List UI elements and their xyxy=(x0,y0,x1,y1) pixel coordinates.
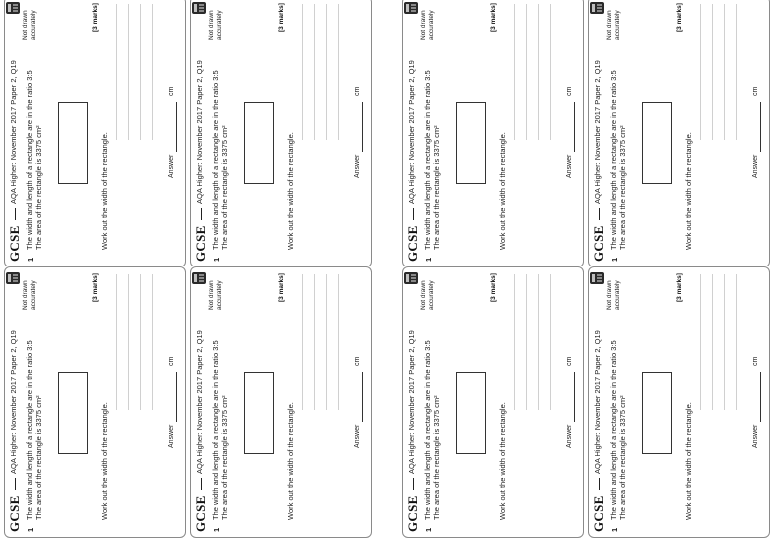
answer-line[interactable] xyxy=(362,102,363,152)
working-line xyxy=(550,4,551,140)
not-drawn-note: Not drawn accurately xyxy=(606,10,621,40)
marks-label: [3 marks] xyxy=(92,3,99,32)
gcse-logo: GCSE xyxy=(7,495,22,532)
working-line xyxy=(724,274,725,410)
question-text-area: The area of the rectangle is 3375 cm² xyxy=(432,125,441,250)
working-line xyxy=(700,274,701,410)
work-out-instruction: Work out the width of the rectangle. xyxy=(684,402,693,520)
not-drawn-note: Not drawn accurately xyxy=(22,10,37,40)
working-line xyxy=(302,4,303,140)
question-card-1 xyxy=(4,0,186,268)
working-line xyxy=(700,4,701,140)
question-text-ratio: The width and length of a rectangle are in the ratio 3:5 xyxy=(25,70,34,250)
question-text-ratio: The width and length of a rectangle are in the ratio 3:5 xyxy=(609,340,618,520)
marks-label: [3 marks] xyxy=(490,3,497,32)
answer-line[interactable] xyxy=(574,372,575,422)
working-line xyxy=(116,274,117,410)
marks-label: [3 marks] xyxy=(278,273,285,302)
working-line xyxy=(338,274,339,410)
answer-label: Answer xyxy=(566,154,573,178)
answer-unit: cm xyxy=(752,356,759,366)
calculator-icon xyxy=(192,2,206,14)
working-line xyxy=(338,4,339,140)
working-line xyxy=(736,4,737,140)
question-card-6 xyxy=(588,0,770,268)
question-text-ratio: The width and length of a rectangle are in the ratio 3:5 xyxy=(211,70,220,250)
answer-line[interactable] xyxy=(176,372,177,422)
calculator-icon xyxy=(192,272,206,284)
question-card-5 xyxy=(402,0,584,268)
marks-label: [3 marks] xyxy=(676,273,683,302)
question-card-3 xyxy=(4,266,186,538)
answer-label: Answer xyxy=(168,154,175,178)
answer-line[interactable] xyxy=(176,102,177,152)
question-source: AQA Higher: November 2017 Paper 2, Q19 xyxy=(407,60,416,204)
rectangle-diagram xyxy=(456,102,486,184)
marks-label: [3 marks] xyxy=(490,273,497,302)
work-out-instruction: Work out the width of the rectangle. xyxy=(498,132,507,250)
answer-label: Answer xyxy=(752,424,759,448)
answer-label: Answer xyxy=(752,154,759,178)
answer-line[interactable] xyxy=(574,102,575,152)
working-line xyxy=(538,274,539,410)
marks-label: [3 marks] xyxy=(92,273,99,302)
question-card-2 xyxy=(190,0,372,268)
working-line xyxy=(128,4,129,140)
working-line xyxy=(314,274,315,410)
question-number: 1 xyxy=(26,527,35,532)
gcse-logo: GCSE xyxy=(193,495,208,532)
working-line xyxy=(302,274,303,410)
gcse-logo: GCSE xyxy=(591,225,606,262)
calculator-icon xyxy=(404,2,418,14)
answer-label: Answer xyxy=(354,154,361,178)
question-text-area: The area of the rectangle is 3375 cm² xyxy=(34,125,43,250)
question-number: 1 xyxy=(424,257,433,262)
not-drawn-note: Not drawn accurately xyxy=(208,280,223,310)
working-line xyxy=(724,4,725,140)
question-text-area: The area of the rectangle is 3375 cm² xyxy=(618,125,627,250)
working-line xyxy=(116,4,117,140)
title-rule xyxy=(413,208,414,220)
answer-line[interactable] xyxy=(760,102,761,152)
title-rule xyxy=(15,478,16,490)
marks-label: [3 marks] xyxy=(278,3,285,32)
calculator-icon xyxy=(590,2,604,14)
question-number: 1 xyxy=(610,257,619,262)
answer-unit: cm xyxy=(566,86,573,96)
worksheet-page-right xyxy=(390,0,780,540)
working-line xyxy=(514,4,515,140)
question-text-area: The area of the rectangle is 3375 cm² xyxy=(34,395,43,520)
answer-unit: cm xyxy=(354,86,361,96)
page-gutter xyxy=(386,0,394,540)
gcse-logo: GCSE xyxy=(193,225,208,262)
working-line xyxy=(712,274,713,410)
not-drawn-note: Not drawn accurately xyxy=(606,280,621,310)
question-source: AQA Higher: November 2017 Paper 2, Q19 xyxy=(593,60,602,204)
question-text-ratio: The width and length of a rectangle are in the ratio 3:5 xyxy=(25,340,34,520)
title-rule xyxy=(413,478,414,490)
rectangle-diagram xyxy=(642,102,672,184)
answer-line[interactable] xyxy=(760,372,761,422)
title-rule xyxy=(201,478,202,490)
answer-unit: cm xyxy=(168,86,175,96)
work-out-instruction: Work out the width of the rectangle. xyxy=(100,132,109,250)
working-line xyxy=(152,4,153,140)
question-number: 1 xyxy=(424,527,433,532)
answer-line[interactable] xyxy=(362,372,363,422)
answer-unit: cm xyxy=(752,86,759,96)
gcse-logo: GCSE xyxy=(405,225,420,262)
work-out-instruction: Work out the width of the rectangle. xyxy=(684,132,693,250)
working-line xyxy=(140,274,141,410)
question-card-8 xyxy=(588,266,770,538)
question-text-area: The area of the rectangle is 3375 cm² xyxy=(432,395,441,520)
title-rule xyxy=(599,208,600,220)
working-line xyxy=(538,4,539,140)
title-rule xyxy=(599,478,600,490)
question-card-4 xyxy=(190,266,372,538)
rectangle-diagram xyxy=(244,102,274,184)
not-drawn-note: Not drawn accurately xyxy=(22,280,37,310)
working-line xyxy=(736,274,737,410)
working-line xyxy=(550,274,551,410)
gcse-logo: GCSE xyxy=(405,495,420,532)
question-number: 1 xyxy=(212,257,221,262)
question-number: 1 xyxy=(26,257,35,262)
calculator-icon xyxy=(590,272,604,284)
work-out-instruction: Work out the width of the rectangle. xyxy=(286,132,295,250)
rectangle-diagram xyxy=(244,372,274,454)
question-number: 1 xyxy=(212,527,221,532)
working-line xyxy=(526,274,527,410)
question-text-area: The area of the rectangle is 3375 cm² xyxy=(220,125,229,250)
work-out-instruction: Work out the width of the rectangle. xyxy=(100,402,109,520)
question-source: AQA Higher: November 2017 Paper 2, Q19 xyxy=(195,60,204,204)
working-line xyxy=(712,4,713,140)
working-line xyxy=(514,274,515,410)
question-source: AQA Higher: November 2017 Paper 2, Q19 xyxy=(407,330,416,474)
rectangle-diagram xyxy=(642,372,672,454)
answer-unit: cm xyxy=(566,356,573,366)
calculator-icon xyxy=(6,272,20,284)
working-line xyxy=(140,4,141,140)
working-line xyxy=(326,274,327,410)
question-text-ratio: The width and length of a rectangle are in the ratio 3:5 xyxy=(423,70,432,250)
answer-unit: cm xyxy=(168,356,175,366)
calculator-icon xyxy=(6,2,20,14)
work-out-instruction: Work out the width of the rectangle. xyxy=(498,402,507,520)
question-text-ratio: The width and length of a rectangle are in the ratio 3:5 xyxy=(423,340,432,520)
working-line xyxy=(128,274,129,410)
question-card-7 xyxy=(402,266,584,538)
rectangle-diagram xyxy=(58,102,88,184)
working-line xyxy=(152,274,153,410)
answer-label: Answer xyxy=(566,424,573,448)
question-source: AQA Higher: November 2017 Paper 2, Q19 xyxy=(9,330,18,474)
answer-unit: cm xyxy=(354,356,361,366)
not-drawn-note: Not drawn accurately xyxy=(420,280,435,310)
question-text-ratio: The width and length of a rectangle are in the ratio 3:5 xyxy=(609,70,618,250)
work-out-instruction: Work out the width of the rectangle. xyxy=(286,402,295,520)
title-rule xyxy=(15,208,16,220)
question-text-area: The area of the rectangle is 3375 cm² xyxy=(618,395,627,520)
question-source: AQA Higher: November 2017 Paper 2, Q19 xyxy=(9,60,18,204)
answer-label: Answer xyxy=(354,424,361,448)
gcse-logo: GCSE xyxy=(7,225,22,262)
rectangle-diagram xyxy=(456,372,486,454)
working-line xyxy=(326,4,327,140)
working-line xyxy=(314,4,315,140)
not-drawn-note: Not drawn accurately xyxy=(420,10,435,40)
rectangle-diagram xyxy=(58,372,88,454)
gcse-logo: GCSE xyxy=(591,495,606,532)
working-line xyxy=(526,4,527,140)
question-text-area: The area of the rectangle is 3375 cm² xyxy=(220,395,229,520)
question-text-ratio: The width and length of a rectangle are in the ratio 3:5 xyxy=(211,340,220,520)
answer-label: Answer xyxy=(168,424,175,448)
question-number: 1 xyxy=(610,527,619,532)
not-drawn-note: Not drawn accurately xyxy=(208,10,223,40)
marks-label: [3 marks] xyxy=(676,3,683,32)
title-rule xyxy=(201,208,202,220)
calculator-icon xyxy=(404,272,418,284)
question-source: AQA Higher: November 2017 Paper 2, Q19 xyxy=(593,330,602,474)
question-source: AQA Higher: November 2017 Paper 2, Q19 xyxy=(195,330,204,474)
